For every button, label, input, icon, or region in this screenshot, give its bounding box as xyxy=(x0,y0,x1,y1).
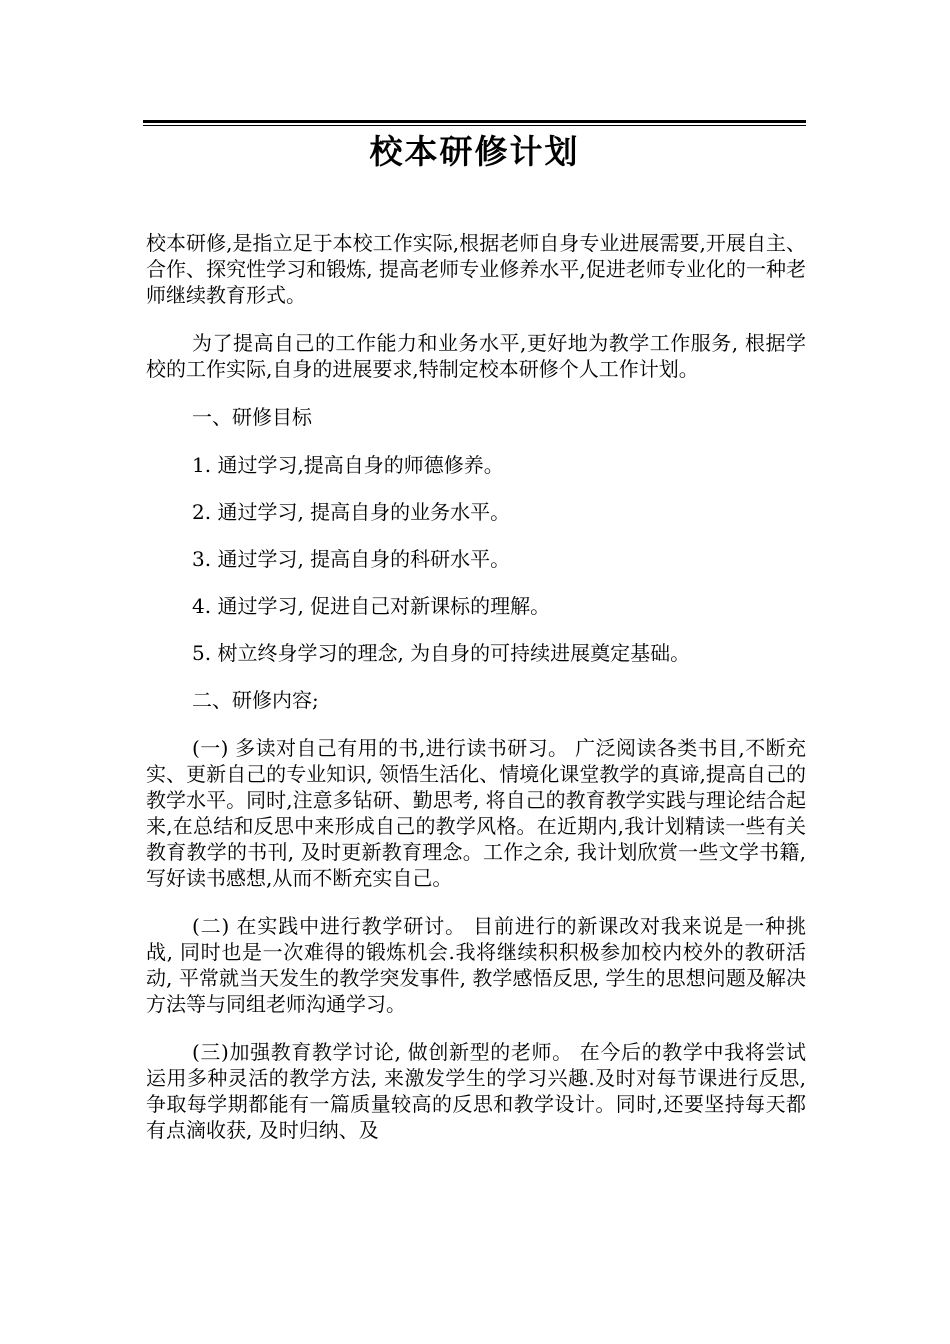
content-paragraph: (一) 多读对自己有用的书,进行读书研习。 广泛阅读各类书目,不断充实、更新自己的专业知识, 领悟生活化、情境化课堂教学的真谛,提高自己的教学水平。同时,注意多钻研、勤思考, 将自己的教育教学实践与理论结合起来,在总结和反思中来形成自己的教学风格。在近期内,我计划精读一些有关教育教学的书刊, 及时更新教育理念。工作之余, 我计划欣赏一些文学书籍, 写好读书感想,从而不断充实自己。 xyxy=(146,736,806,890)
goal-item: 1. 通过学习,提高自身的师德修养。 xyxy=(192,453,504,477)
goal-item: 5. 树立终身学习的理念, 为自身的可持续进展奠定基础。 xyxy=(192,641,691,665)
section-heading-content: 二、研修内容; xyxy=(192,688,319,712)
goal-item: 2. 通过学习, 提高自身的业务水平。 xyxy=(192,500,511,524)
content-paragraph: (三)加强教育教学讨论, 做创新型的老师。 在今后的教学中我将尝试运用多种灵活的教学方法, 来激发学生的学习兴趣.及时对每节课进行反思,争取每学期都能有一篇质量较高的反思和教学设计。同时,还要坚持每天都有点滴收获, 及时归纳、及 xyxy=(146,1040,806,1142)
header-rule-thick xyxy=(143,120,806,123)
document-body xyxy=(146,230,806,1165)
goal-item: 4. 通过学习, 促进自己对新课标的理解。 xyxy=(192,594,551,618)
header-rule-thin xyxy=(143,125,806,126)
section-heading-goals: 一、研修目标 xyxy=(192,405,312,429)
goal-item: 3. 通过学习, 提高自身的科研水平。 xyxy=(192,547,511,571)
content-paragraph: (二) 在实践中进行教学研讨。 目前进行的新课改对我来说是一种挑战, 同时也是一次难得的锻炼机会.我将继续积积极参加校内校外的教研活动, 平常就当天发生的教学突发事件, 教学感悟反思, 学生的思想问题及解决方法等与同组老师沟通学习。 xyxy=(146,914,806,1016)
document-title: 校本研修计划 xyxy=(369,132,580,171)
purpose-paragraph: 为了提高自己的工作能力和业务水平,更好地为教学工作服务, 根据学校的工作实际,自身的进展要求,特制定校本研修个人工作计划。 xyxy=(146,331,806,381)
intro-paragraph: 校本研修,是指立足于本校工作实际,根据老师自身专业进展需要,开展自主、合作、探究性学习和锻炼, 提高老师专业修养水平,促进老师专业化的一种老师继续教育形式。 xyxy=(146,231,806,307)
